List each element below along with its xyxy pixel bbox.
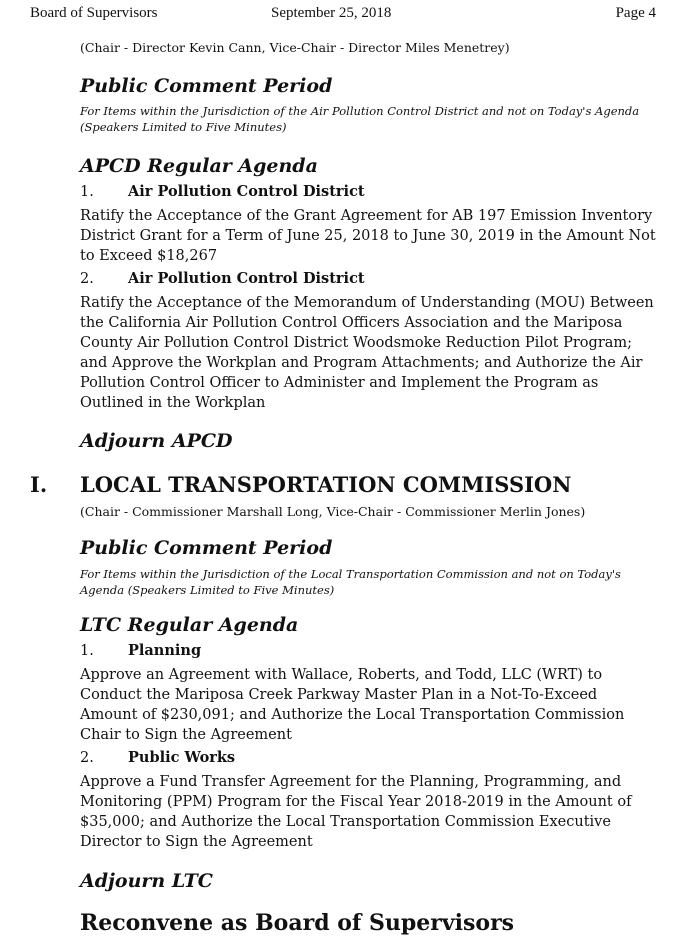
header-board-name: Board of Supervisors (30, 5, 158, 21)
apcd-agenda-heading: APCD Regular Agenda (80, 155, 318, 177)
item-department: Air Pollution Control District (128, 270, 365, 287)
ltc-adjourn: Adjourn LTC (80, 870, 213, 892)
reconvene-heading: Reconvene as Board of Supervisors (80, 910, 515, 936)
apcd-adjourn: Adjourn APCD (80, 430, 233, 452)
header-page-number: Page 4 (615, 5, 656, 21)
ltc-public-comment-heading: Public Comment Period (80, 537, 333, 559)
ltc-item-1-header (80, 641, 658, 661)
apcd-item-1-text: Ratify the Acceptance of the Grant Agreement for AB 197 Emission Inventory District Grant for a Term of June 25, 2018 to June 30, 2019 in the Amount Not to Exceed $18,267 (80, 208, 656, 264)
apcd-item-2-header (80, 269, 658, 289)
ltc-item-2-header (80, 748, 658, 768)
apcd-item-1-header (80, 182, 658, 202)
item-department: Public Works (128, 749, 236, 766)
item-number: 2. (80, 750, 94, 766)
ltc-item-1-text: Approve an Agreement with Wallace, Roberts, and Todd, LLC (WRT) to Conduct the Mariposa Creek Parkway Master Plan in a Not-To-Exceed Amount of $230,091; and Authorize the Local Transportation Commission Chair to Sign the Agreement (80, 667, 625, 743)
item-department: Air Pollution Control District (128, 183, 365, 200)
ltc-item-2-text: Approve a Fund Transfer Agreement for the Planning, Programming, and Monitoring (PPM) Program for the Fiscal Year 2018-2019 in the Amount of $35,000; and Authorize the Local Transportation Commission Executive Director to Sign the Agreement (80, 774, 632, 850)
apcd-chair-line: (Chair - Director Kevin Cann, Vice-Chair - Director Miles Menetrey) (80, 40, 510, 55)
header-date: September 25, 2018 (271, 5, 392, 21)
ltc-agenda-heading: LTC Regular Agenda (80, 614, 299, 636)
apcd-public-comment-heading: Public Comment Period (80, 75, 333, 97)
item-number: 2. (80, 271, 94, 287)
ltc-section-number: I. (30, 472, 48, 497)
apcd-public-comment-note: For Items within the Jurisdiction of the Air Pollution Control District and not on Today's Agenda (Speakers Limited to Five Minutes) (80, 104, 640, 134)
ltc-public-comment-note: For Items within the Jurisdiction of the Local Transportation Commission and not on Today's Agenda (Speakers Limited to Five Minutes) (80, 567, 621, 597)
item-department: Planning (128, 642, 202, 659)
item-number: 1. (80, 184, 94, 200)
ltc-chair-line: (Chair - Commissioner Marshall Long, Vice-Chair - Commissioner Merlin Jones) (80, 504, 586, 519)
ltc-section-title: LOCAL TRANSPORTATION COMMISSION (80, 472, 572, 497)
apcd-item-2-text: Ratify the Acceptance of the Memorandum of Understanding (MOU) Between the California Air Pollution Control Officers Association and the Mariposa County Air Pollution Control District Woodsmoke Reduction Pilot Program; and Approve the Workplan and Program Attachments; and Authorize the Air Pollution Control Officer to Administer and Implement the Program as Outlined in the Workplan (80, 295, 654, 411)
item-number: 1. (80, 643, 94, 659)
